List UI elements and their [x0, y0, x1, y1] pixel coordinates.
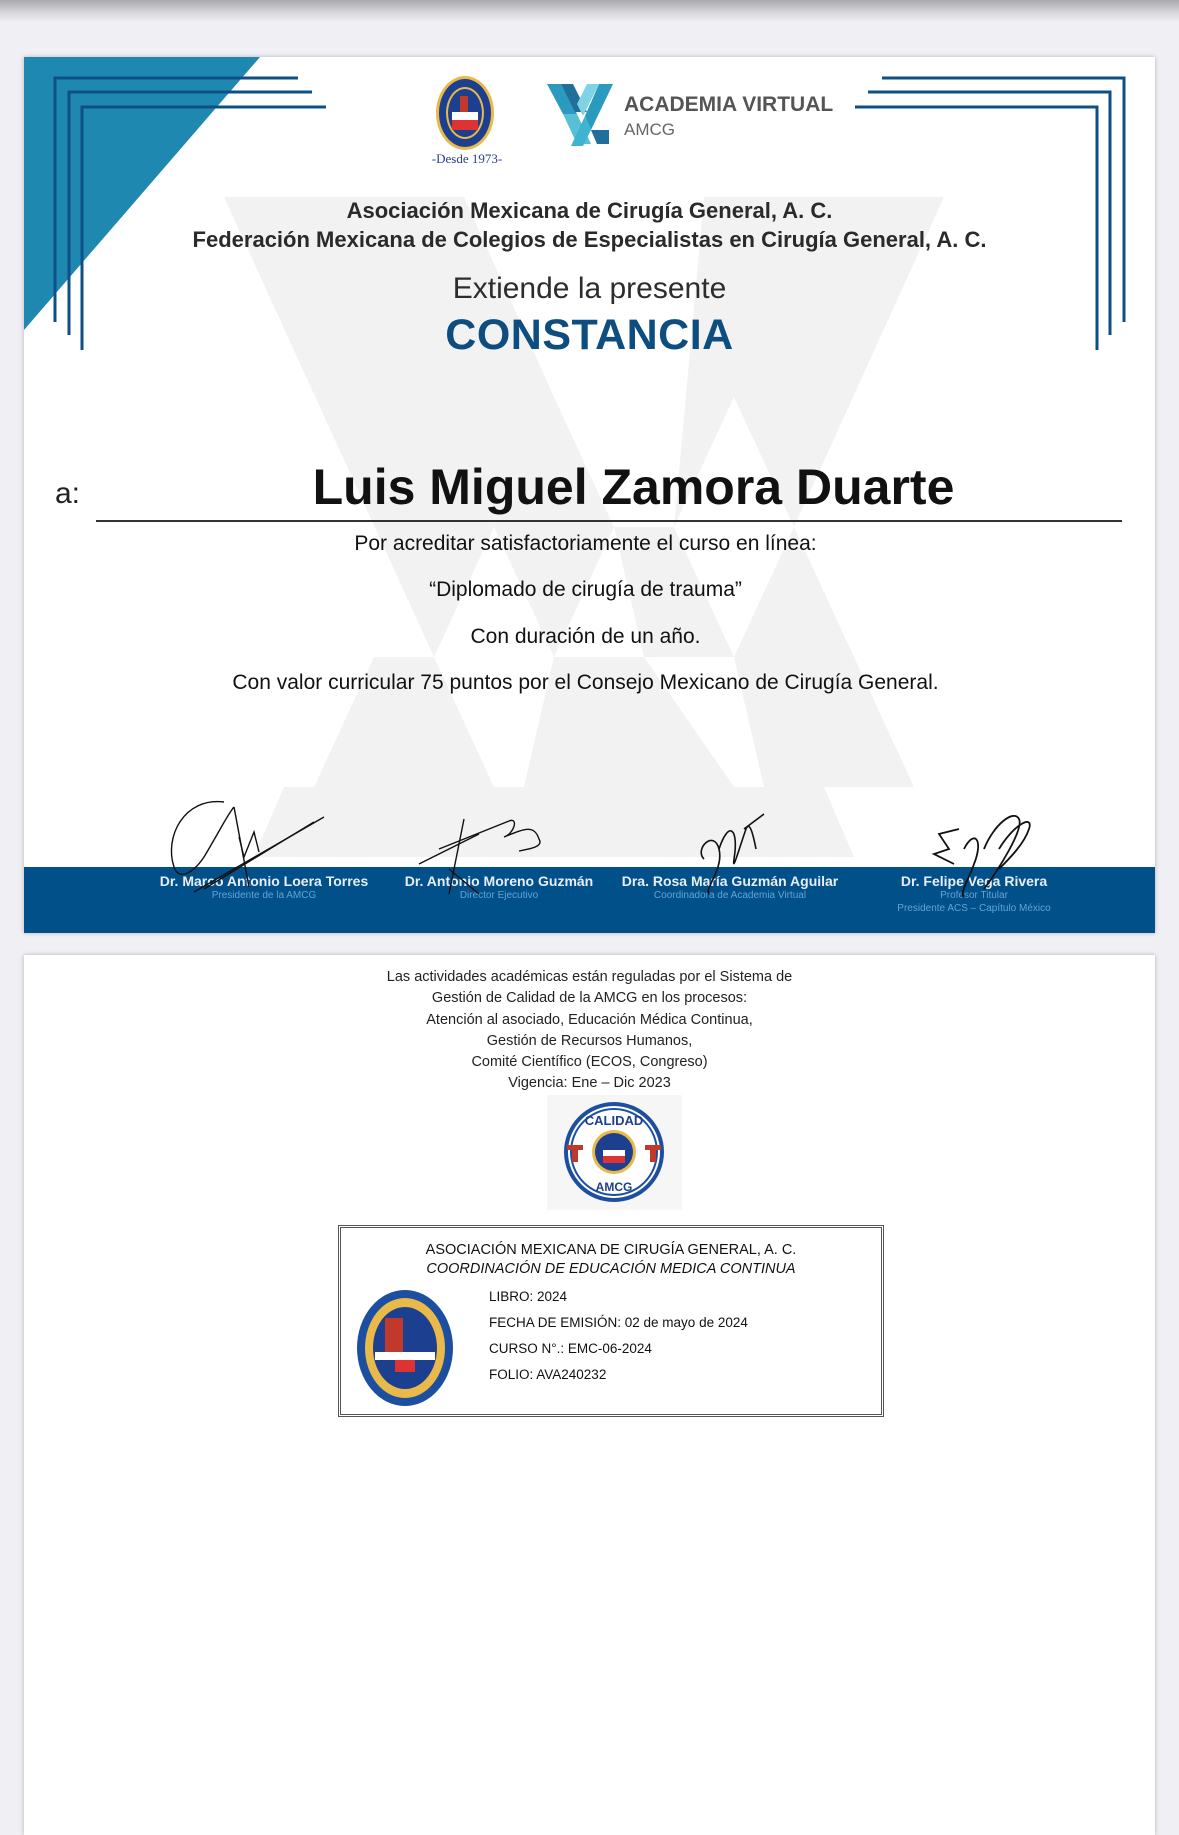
organization-name-1: Asociación Mexicana de Cirugía General, A. C.	[346, 198, 833, 223]
signer-title-2: Presidente ACS – Capítulo México	[897, 903, 1051, 914]
quality-line: Gestión de Recursos Humanos,	[486, 1032, 693, 1049]
quality-line: Las actividades académicas están reguladas por el Sistema de	[386, 969, 793, 985]
back-page	[24, 955, 1155, 1835]
registry-issue-date: FECHA DE EMISIÓN: 02 de mayo de 2024	[489, 1315, 748, 1330]
recipient-name: Luis Miguel Zamora Duarte	[312, 459, 955, 515]
quality-line: Atención al asociado, Educación Médica Continua,	[426, 1011, 753, 1028]
signer-title: Coordinadora de Academia Virtual	[653, 890, 807, 901]
quality-seal-icon	[547, 1095, 682, 1210]
viewer-top-shadow	[0, 0, 1179, 22]
federation-seal-logo	[355, 1288, 455, 1408]
course-duration: Con duración de un año.	[470, 625, 701, 648]
registry-heading: ASOCIACIÓN MEXICANA DE CIRUGÍA GENERAL, A. C.	[425, 1242, 797, 1258]
quality-line: Vigencia: Ene – Dic 2023	[508, 1075, 671, 1092]
amcg-seal-logo	[434, 74, 496, 152]
academia-virtual-subtitle: AMCG	[624, 120, 675, 139]
recipient-label: a:	[55, 477, 81, 510]
academia-virtual-logo	[547, 84, 613, 146]
extends-text: Extiende la presente	[452, 272, 727, 305]
registry-course-number: CURSO N°.: EMC-06-2024	[489, 1341, 652, 1356]
signer-name: Dra. Rosa María Guzmán Aguilar	[621, 873, 839, 889]
signer-name: Dr. Marco Antonio Loera Torres	[159, 873, 369, 889]
signer-name: Dr. Antonio Moreno Guzmán	[404, 873, 594, 889]
signer-name: Dr. Felipe Vega Rivera	[900, 873, 1048, 889]
quality-line: Gestión de Calidad de la AMCG en los procesos:	[431, 990, 748, 1007]
academia-virtual-title: ACADEMIA VIRTUAL	[624, 93, 834, 116]
registry-box	[338, 1225, 884, 1417]
registry-subheading: COORDINACIÓN DE EDUCACIÓN MEDICA CONTINUA	[426, 1261, 796, 1277]
curricular-value: Con valor curricular 75 puntos por el Consejo Mexicano de Cirugía General.	[232, 671, 939, 694]
signature-1	[164, 797, 334, 897]
quality-line: Comité Científico (ECOS, Congreso)	[471, 1054, 708, 1071]
signer-title: Director Ejecutivo	[459, 890, 539, 901]
signature-4	[929, 809, 1049, 899]
accreditation-text: Por acreditar satisfactoriamente el curso en línea:	[354, 532, 817, 555]
organization-name-2: Federación Mexicana de Colegios de Especialistas en Cirugía General, A. C.	[192, 227, 987, 252]
document-title: CONSTANCIA	[445, 311, 734, 359]
signature-2	[409, 809, 559, 899]
seal-caption: -Desde 1973-	[431, 151, 503, 166]
quality-statement	[24, 967, 1155, 1095]
signer-title: Presidente de la AMCG	[211, 890, 317, 901]
signer-title: Profesor Titular	[940, 890, 1008, 901]
registry-book: LIBRO: 2024	[489, 1289, 568, 1304]
certificate-page	[24, 57, 1155, 933]
registry-folio: FOLIO: AVA240232	[489, 1367, 607, 1382]
course-title: “Diplomado de cirugía de trauma”	[429, 578, 742, 601]
quality-seal	[547, 1095, 682, 1210]
signature-3	[684, 809, 784, 899]
recipient-underline	[96, 520, 1122, 522]
quality-seal-top-text: CALIDAD	[584, 1113, 644, 1128]
quality-seal-bottom-text: AMCG	[595, 1180, 633, 1194]
